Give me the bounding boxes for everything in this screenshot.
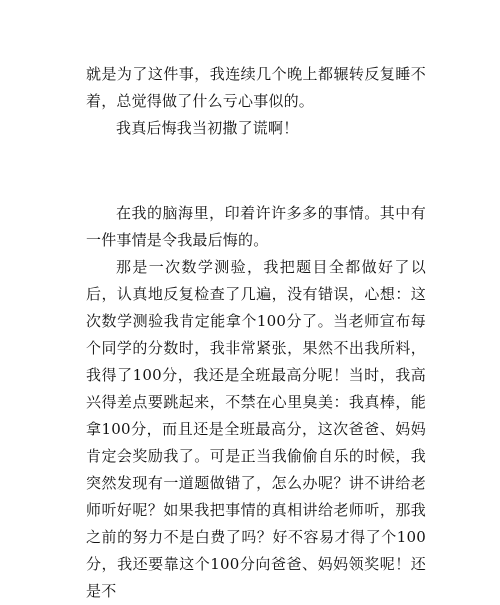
paragraph-regret: 我真后悔我当初撒了谎啊！ [116, 119, 299, 137]
paragraph-math-test: 那是一次数学测验，我把题目全都做好了以后，认真地反复检查了几遍，没有错误，心想：这次数学测验我肯定能拿个100分了。当老师宣布每个同学的分数时，我非常紧张，果然不出我所料，我得了100分，我还是全班最高分呢！当时，我高兴得差点要跳起来，不禁在心里臭美：我真棒，能拿100分，而且还是全班最高分，这次爸爸、妈妈肯定会奖励我了。可是正当我偷偷自乐的时候，我突然发现有一道题做错了，怎么办呢？讲不讲给老师听好呢？如果我把事情的真相讲给老师听，那我之前的努力不是白费了吗？好不容易才得了个100分，我还要靠这个100分向爸爸、妈妈领奖呢！还是不 [86, 258, 426, 600]
paragraph-continuation: 就是为了这件事，我连续几个晚上都辗转反复睡不着，总觉得做了什么亏心事似的。 [86, 65, 426, 110]
paragraph-intro: 在我的脑海里，印着许许多多的事情。其中有一件事情是令我最后悔的。 [86, 204, 426, 249]
